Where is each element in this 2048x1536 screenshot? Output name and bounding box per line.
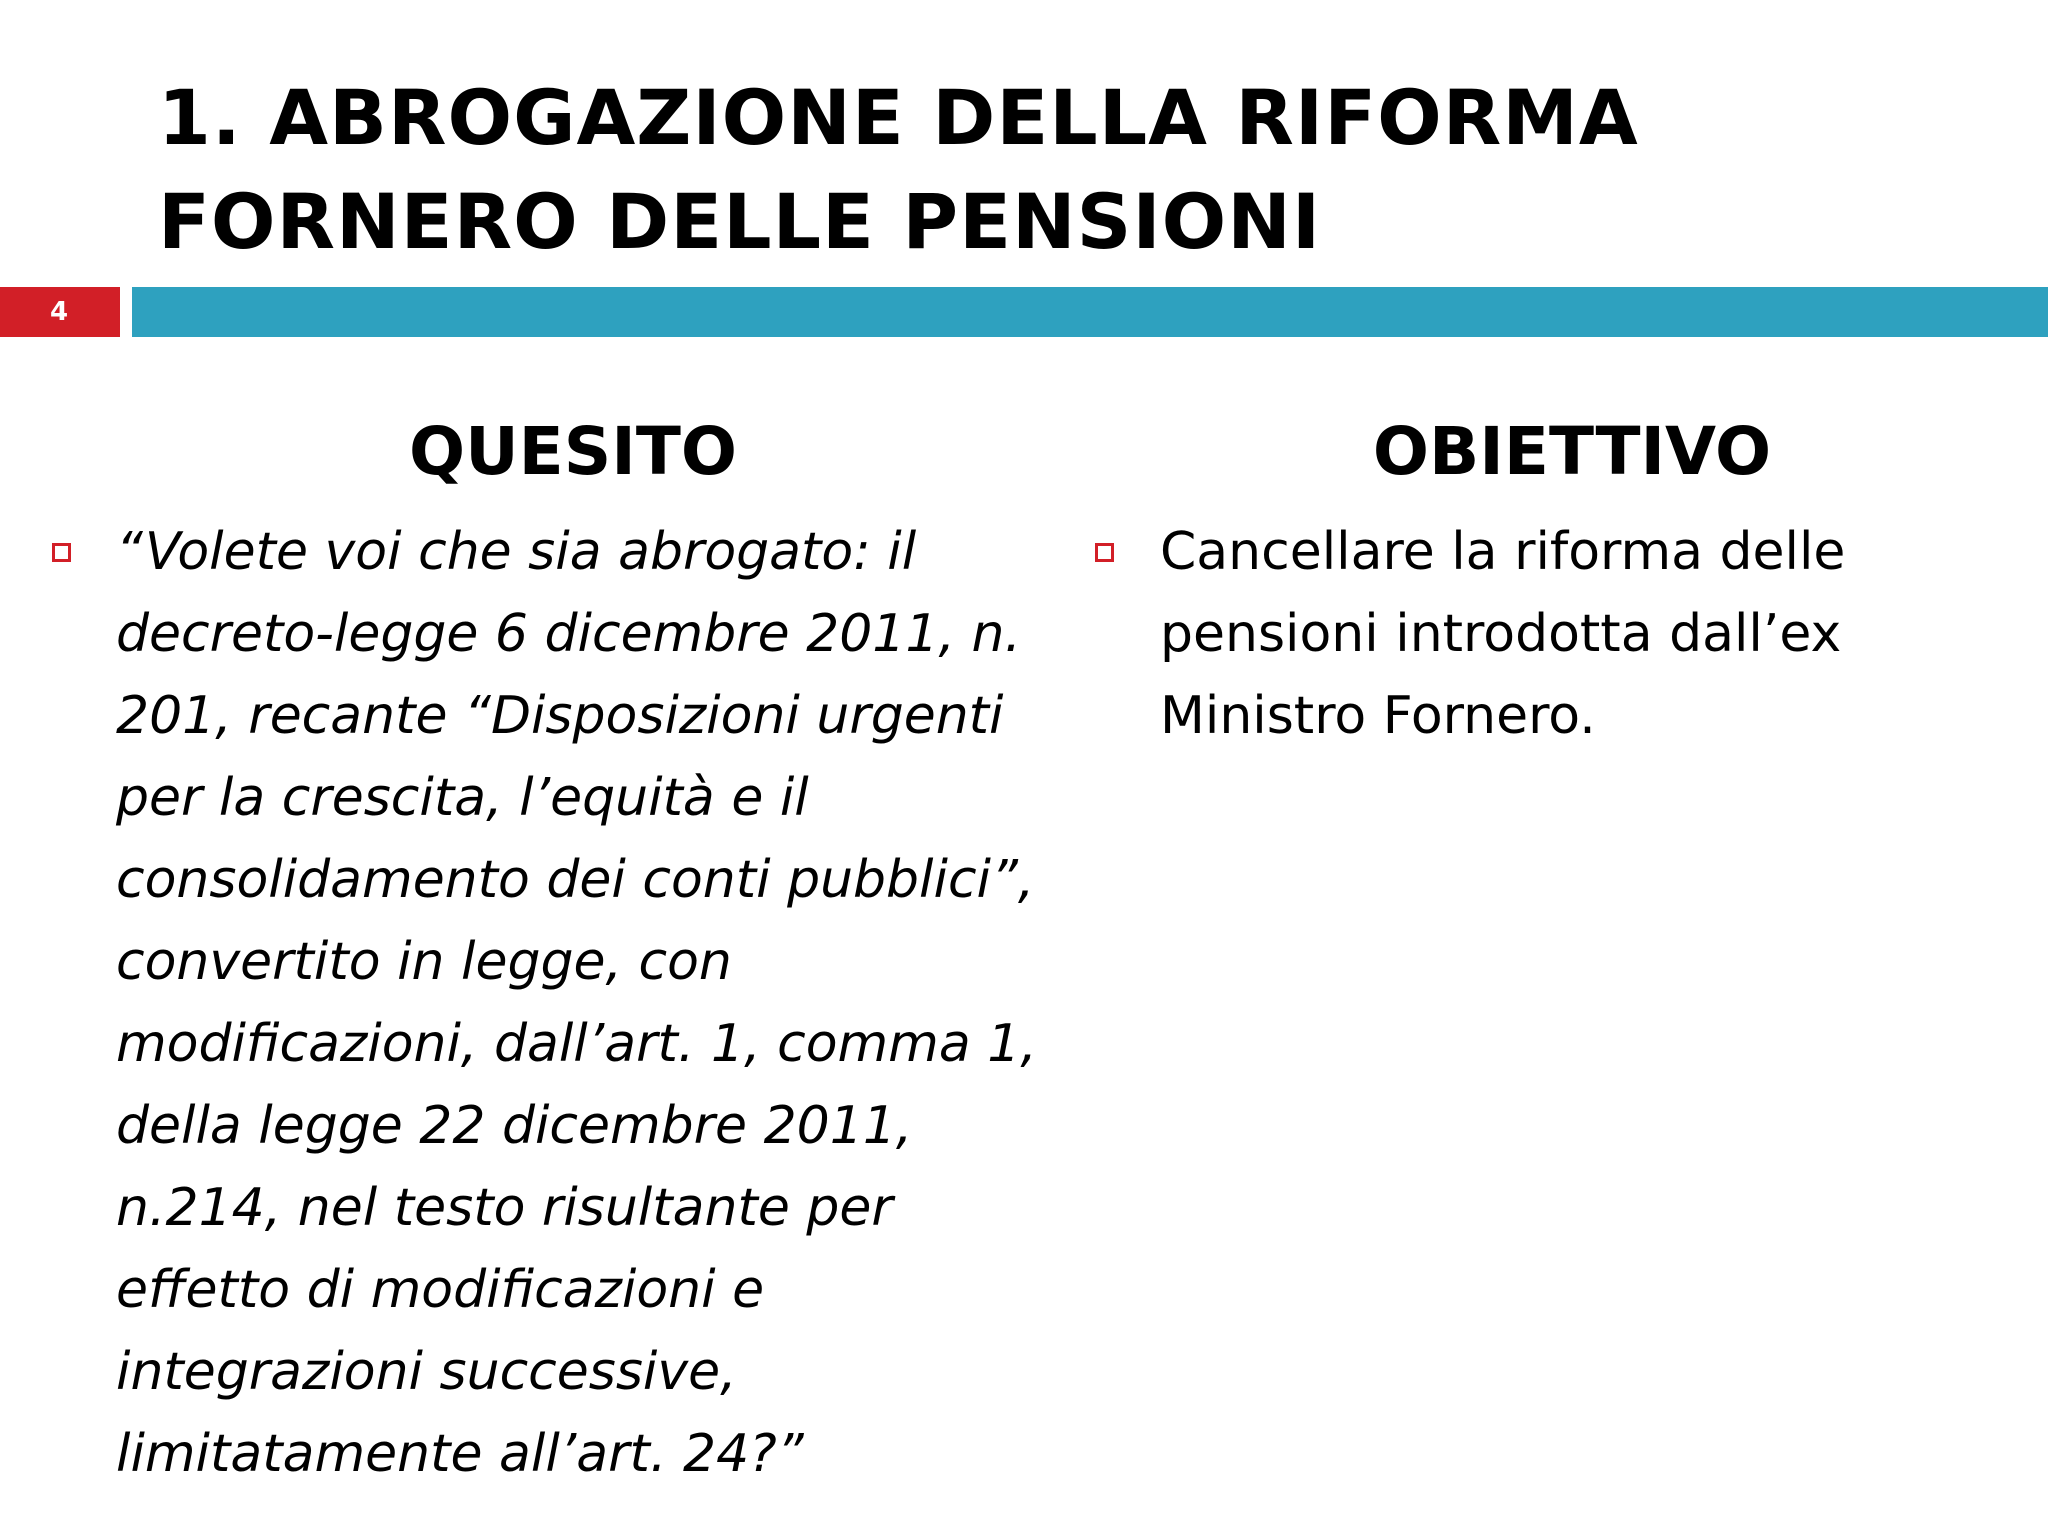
quesito-text: “Volete voi che sia abrogato: il decreto-legge 6 dicembre 2011, n. 201, recante “Disposizioni urgenti per la crescita, l’equità e il consolidamento dei conti pubblici”, convertito in legge, con modificazioni, dall’art. 1, comma 1, della legge 22 dicembre 2011, n.214, nel testo risultante per effetto di modificazioni e integrazioni successive, limitatamente all’art. 24?”	[116, 522, 1037, 1484]
square-bullet-icon	[52, 543, 71, 562]
heading-obiettivo: OBIETTIVO	[1372, 413, 1772, 490]
square-bullet-icon	[1095, 543, 1114, 562]
obiettivo-text: Cancellare la riforma delle pensioni introdotta dall’ex Ministro Fornero.	[1160, 522, 1846, 746]
slide-number: 4	[0, 287, 120, 337]
header-accent-bar	[132, 287, 2048, 337]
heading-quesito: QUESITO	[408, 413, 737, 490]
slide-title: 1. ABROGAZIONE DELLA RIFORMA FORNERO DELLE PENSIONI	[158, 73, 1639, 266]
